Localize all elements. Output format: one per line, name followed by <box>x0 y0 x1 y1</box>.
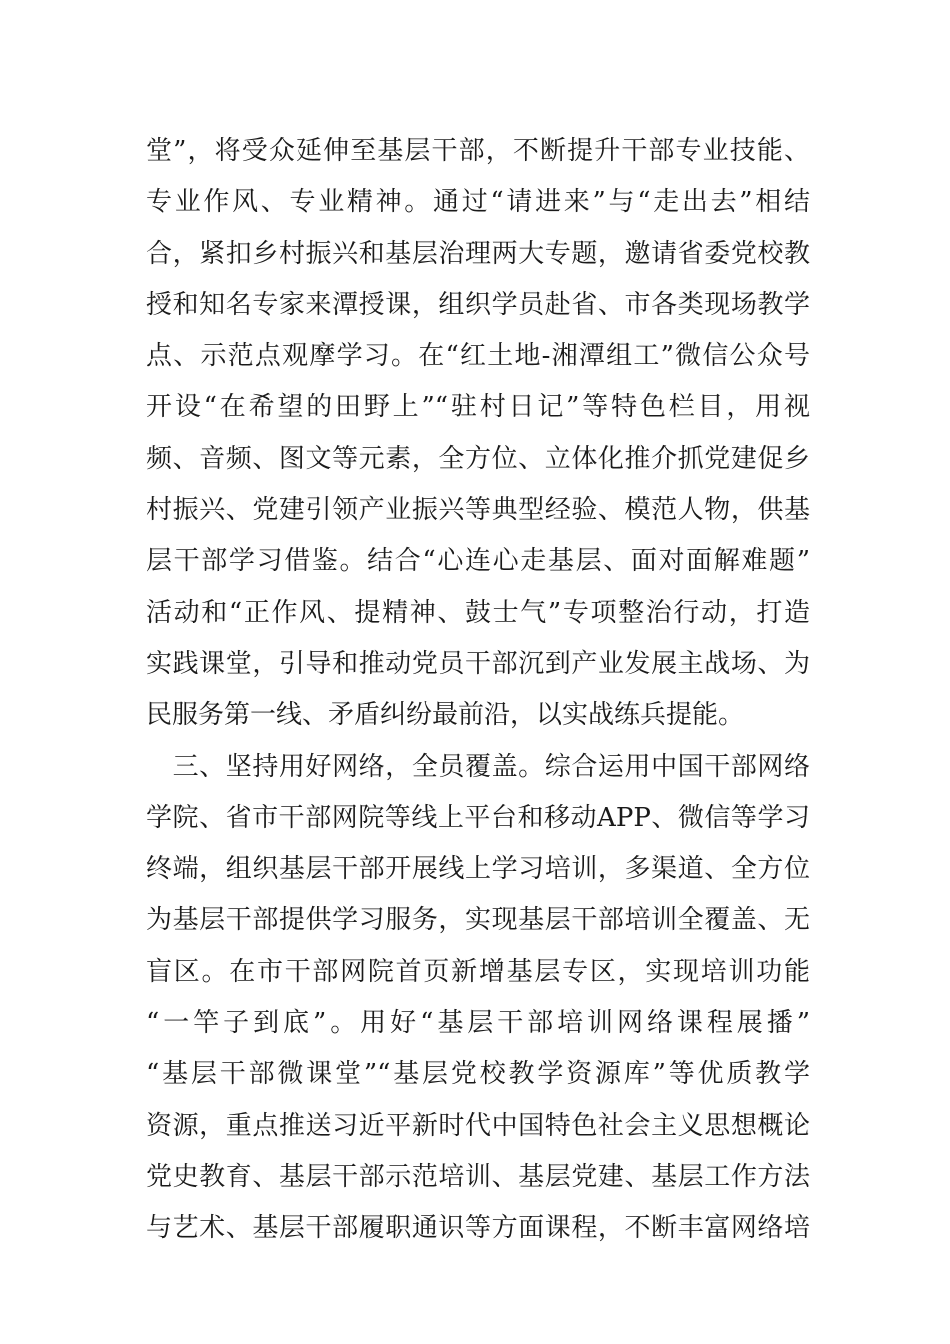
text-line: 终端，组织基层干部开展线上学习培训，多渠道、全方位 <box>146 854 810 885</box>
text-line: 实践课堂，引导和推动党员干部沉到产业发展主战场、为 <box>146 648 810 679</box>
text-line: “基层干部微课堂”“基层党校教学资源库”等优质教学 <box>146 1059 810 1090</box>
text-line: 盲区。在市干部网院首页新增基层专区，实现培训功能 <box>146 956 810 987</box>
text-line: 为基层干部提供学习服务，实现基层干部培训全覆盖、无 <box>146 905 810 936</box>
text-line: 点、示范点观摩学习。在“红土地-湘潭组工”微信公众号 <box>146 341 810 372</box>
text-line: 频、音频、图文等元素，全方位、立体化推介抓党建促乡 <box>146 443 810 474</box>
text-line: 学院、省市干部网院等线上平台和移动APP、微信等学习 <box>146 802 810 833</box>
paragraph-end-line: 民服务第一线、矛盾纠纷最前沿，以实战练兵提能。 <box>146 700 745 731</box>
text-line: “一竿子到底”。用好“基层干部培训网络课程展播” <box>146 1008 810 1039</box>
text-line: 活动和“正作风、提精神、鼓士气”专项整治行动，打造 <box>146 597 810 628</box>
text-line: 党史教育、基层干部示范培训、基层党建、基层工作方法 <box>146 1161 810 1192</box>
text-line: 专业作风、专业精神。通过“请进来”与“走出去”相结 <box>146 187 810 218</box>
text-line: 资源，重点推送习近平新时代中国特色社会主义思想概论 <box>146 1110 810 1141</box>
text-line: 合，紧扣乡村振兴和基层治理两大专题，邀请省委党校教 <box>146 238 810 269</box>
section-heading-line: 三、坚持用好网络，全员覆盖。综合运用中国干部网络 <box>146 751 810 782</box>
text-line: 堂”，将受众延伸至基层干部，不断提升干部专业技能、 <box>146 136 810 166</box>
body-text <box>146 126 810 1255</box>
text-line: 与艺术、基层干部履职通识等方面课程，不断丰富网络培 <box>146 1213 810 1244</box>
text-line: 村振兴、党建引领产业振兴等典型经验、模范人物，供基 <box>146 495 810 526</box>
text-line: 开设“在希望的田野上”“驻村日记”等特色栏目，用视 <box>146 392 810 423</box>
text-line: 层干部学习借鉴。结合“心连心走基层、面对面解难题” <box>146 546 810 577</box>
text-line: 授和知名专家来潭授课，组织学员赴省、市各类现场教学 <box>146 289 810 320</box>
